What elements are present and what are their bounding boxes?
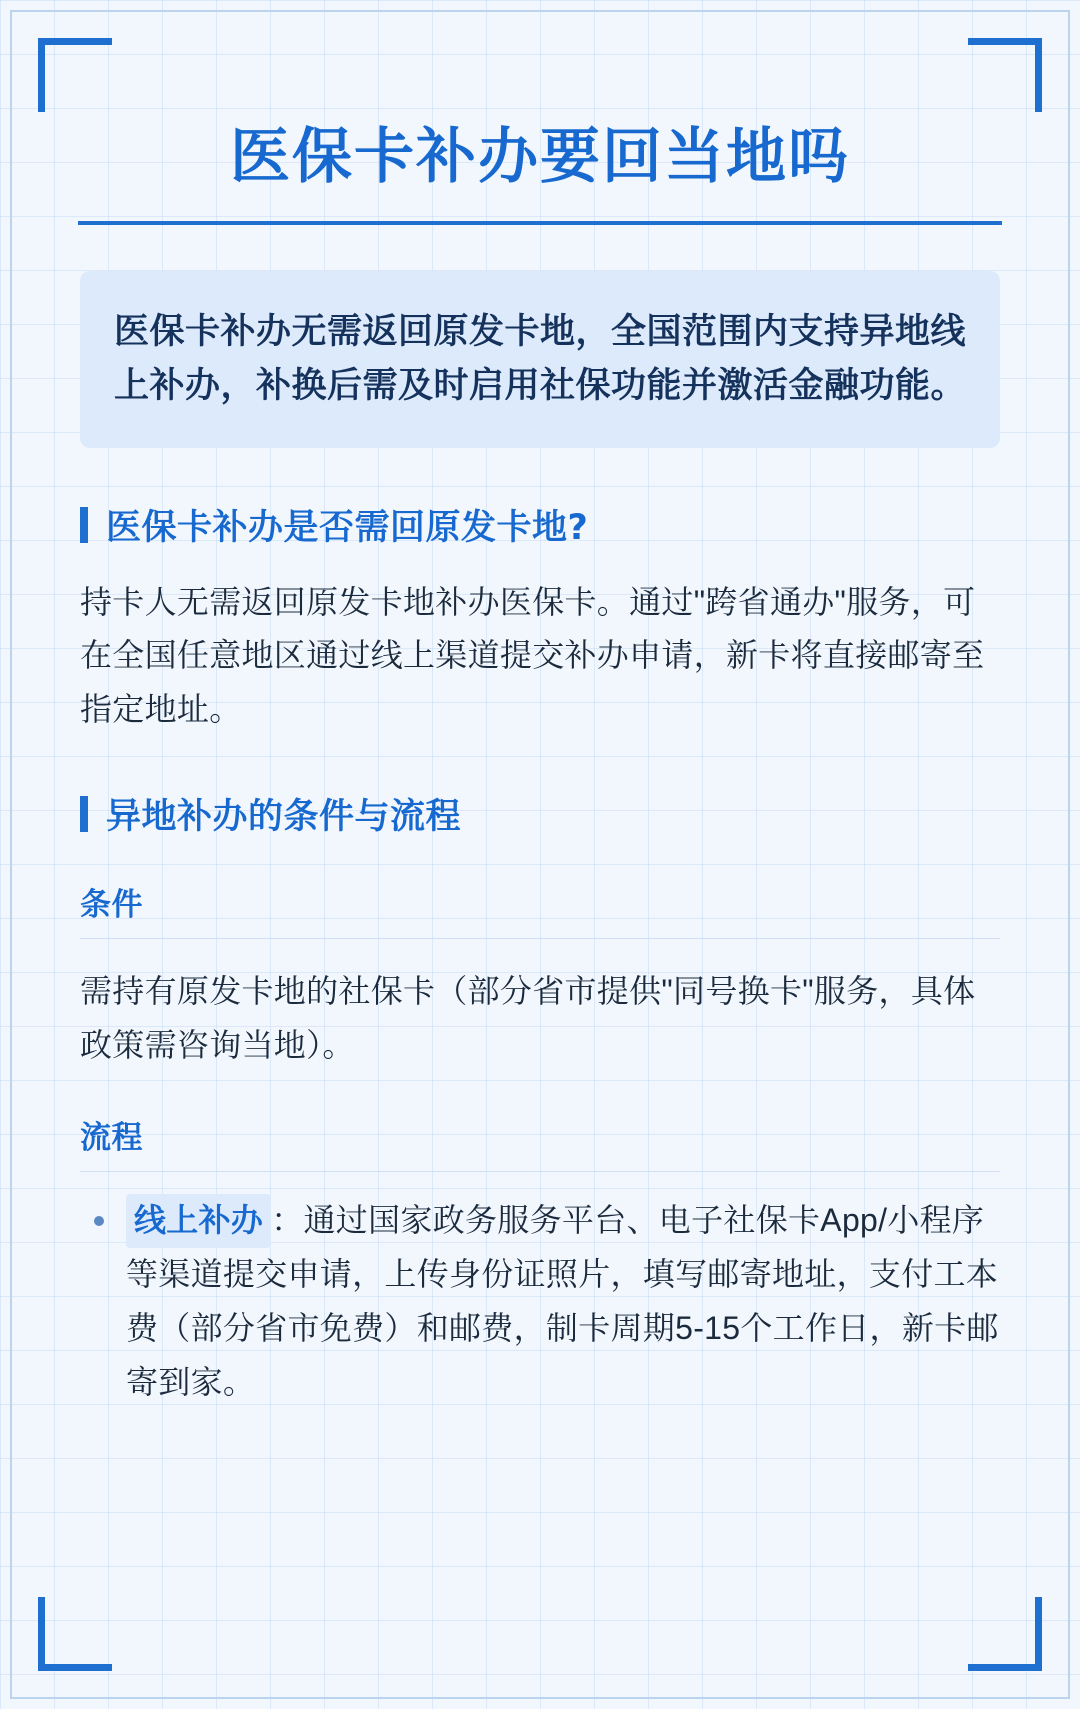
section-heading-1-text: 医保卡补办是否需回原发卡地? [106, 507, 589, 548]
corner-bracket-bottom-right [968, 1597, 1042, 1671]
section-heading-1 [80, 500, 1000, 550]
subheading-divider [80, 938, 1000, 939]
section-heading-2 [80, 789, 1000, 839]
heading-accent-bar [80, 507, 88, 543]
section-heading-2-text: 异地补办的条件与流程 [106, 796, 462, 837]
process-item-tag: 线上补办 [126, 1194, 271, 1248]
subheading-process: 流程 [80, 1120, 143, 1157]
process-list [80, 1194, 1000, 1409]
title-divider [78, 221, 1002, 225]
heading-accent-bar [80, 796, 88, 832]
summary-text: 医保卡补办无需返回原发卡地，全国范围内支持异地线上补办，补换后需及时启用社保功能并激活金融功能。 [114, 312, 967, 407]
summary-callout [80, 271, 1000, 448]
corner-bracket-bottom-left [38, 1597, 112, 1671]
list-item [80, 1194, 1000, 1409]
subheading-divider [80, 1171, 1000, 1172]
condition-paragraph: 需持有原发卡地的社保卡（部分省市提供"同号换卡"服务，具体政策需咨询当地）。 [80, 972, 976, 1063]
section-1-paragraph: 持卡人无需返回原发卡地补办医保卡。通过"跨省通办"服务，可在全国任意地区通过线上渠道提交补办申请，新卡将直接邮寄至指定地址。 [80, 583, 985, 727]
process-item-text: ：通过国家政务服务平台、电子社保卡App/小程序等渠道提交申请，上传身份证照片，填写邮寄地址，支付工本费（部分省市免费）和邮费，制卡周期5-15个工作日，新卡邮寄到家。 [126, 1202, 999, 1400]
subheading-condition: 条件 [80, 886, 143, 923]
page-title: 医保卡补办要回当地吗 [230, 122, 850, 192]
